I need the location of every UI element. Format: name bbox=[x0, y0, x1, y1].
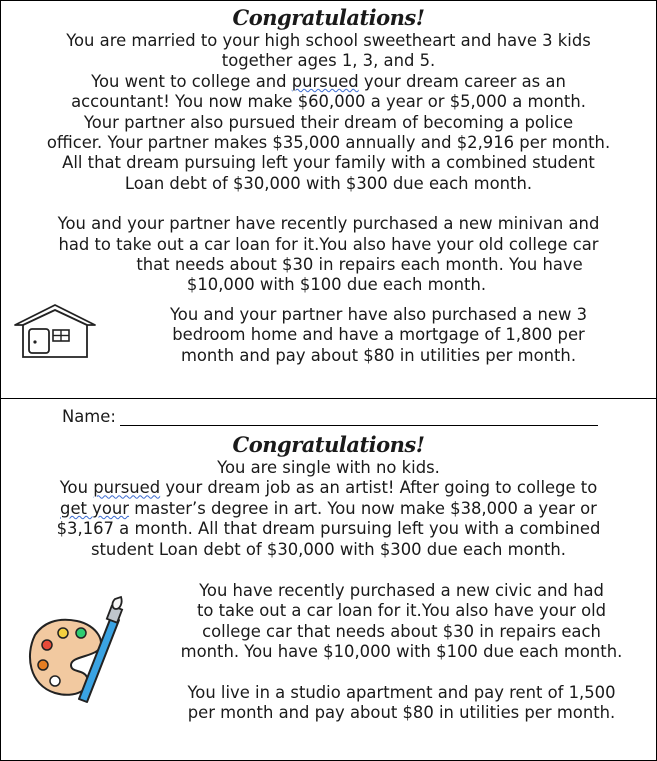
car-line: You and your partner have recently purchased a new minivan and bbox=[57, 214, 600, 234]
car-line: You have recently purchased a new civic and had bbox=[199, 581, 604, 601]
car-line: month. You have $10,000 with $100 due each month. bbox=[180, 642, 623, 662]
car-line: to take out a car loan for it.You also have your old bbox=[196, 601, 607, 621]
career-line: All that dream pursuing left your family with a combined student bbox=[62, 153, 595, 173]
scenario-card-single bbox=[0, 398, 657, 761]
car-line: $10,000 with $100 due each month. bbox=[186, 275, 487, 295]
card-title: Congratulations! bbox=[232, 432, 425, 457]
spellcheck-word: pursued bbox=[93, 478, 161, 498]
car-line: that needs about $30 in repairs each month. You have bbox=[136, 255, 583, 275]
housing-line: You live in a studio apartment and pay rent of 1,500 bbox=[187, 682, 616, 702]
house-icon bbox=[9, 299, 119, 369]
housing-line: per month and pay about $80 in utilities per month. bbox=[187, 703, 616, 723]
intro-line: You are married to your high school sweetheart and have 3 kids bbox=[66, 31, 591, 50]
career-line: $3,167 a month. All that dream pursuing left you with a combined bbox=[56, 519, 601, 539]
career-line: officer. Your partner makes $35,000 annually and $2,916 per month. bbox=[46, 133, 611, 153]
career-line: get your master’s degree in art. You now make $38,000 a year or bbox=[60, 498, 597, 518]
career-line: accountant! You now make $60,000 a year or $5,000 a month. bbox=[71, 92, 586, 112]
intro-line: You are single with no kids. bbox=[217, 458, 440, 477]
home-line: bedroom home and have a mortgage of 1,800 per bbox=[172, 325, 585, 345]
career-line: Loan debt of $30,000 with $300 due each month. bbox=[124, 173, 533, 193]
career-line: You went to college and pursued your dream career as an bbox=[91, 71, 566, 91]
spellcheck-word: pursued bbox=[291, 71, 359, 91]
name-label: Name: bbox=[62, 407, 116, 426]
paint-palette-icon bbox=[17, 595, 157, 715]
spellcheck-word: get your bbox=[60, 498, 130, 518]
home-line: You and your partner have also purchased a new 3 bbox=[169, 304, 588, 324]
career-line: student Loan debt of $30,000 with $300 due each month. bbox=[90, 539, 567, 559]
card-title: Congratulations! bbox=[232, 5, 425, 30]
car-line: college car that needs about $30 in repairs each bbox=[202, 621, 601, 641]
car-line: had to take out a car loan for it.You also have your old college car bbox=[58, 234, 599, 254]
career-line: You pursued your dream job as an artist! After going to college to bbox=[59, 478, 598, 498]
home-line: month and pay about $80 in utilities per month. bbox=[180, 345, 577, 365]
intro-line: together ages 1, 3, and 5. bbox=[221, 51, 436, 71]
career-line: Your partner also pursued their dream of becoming a police bbox=[83, 112, 574, 132]
